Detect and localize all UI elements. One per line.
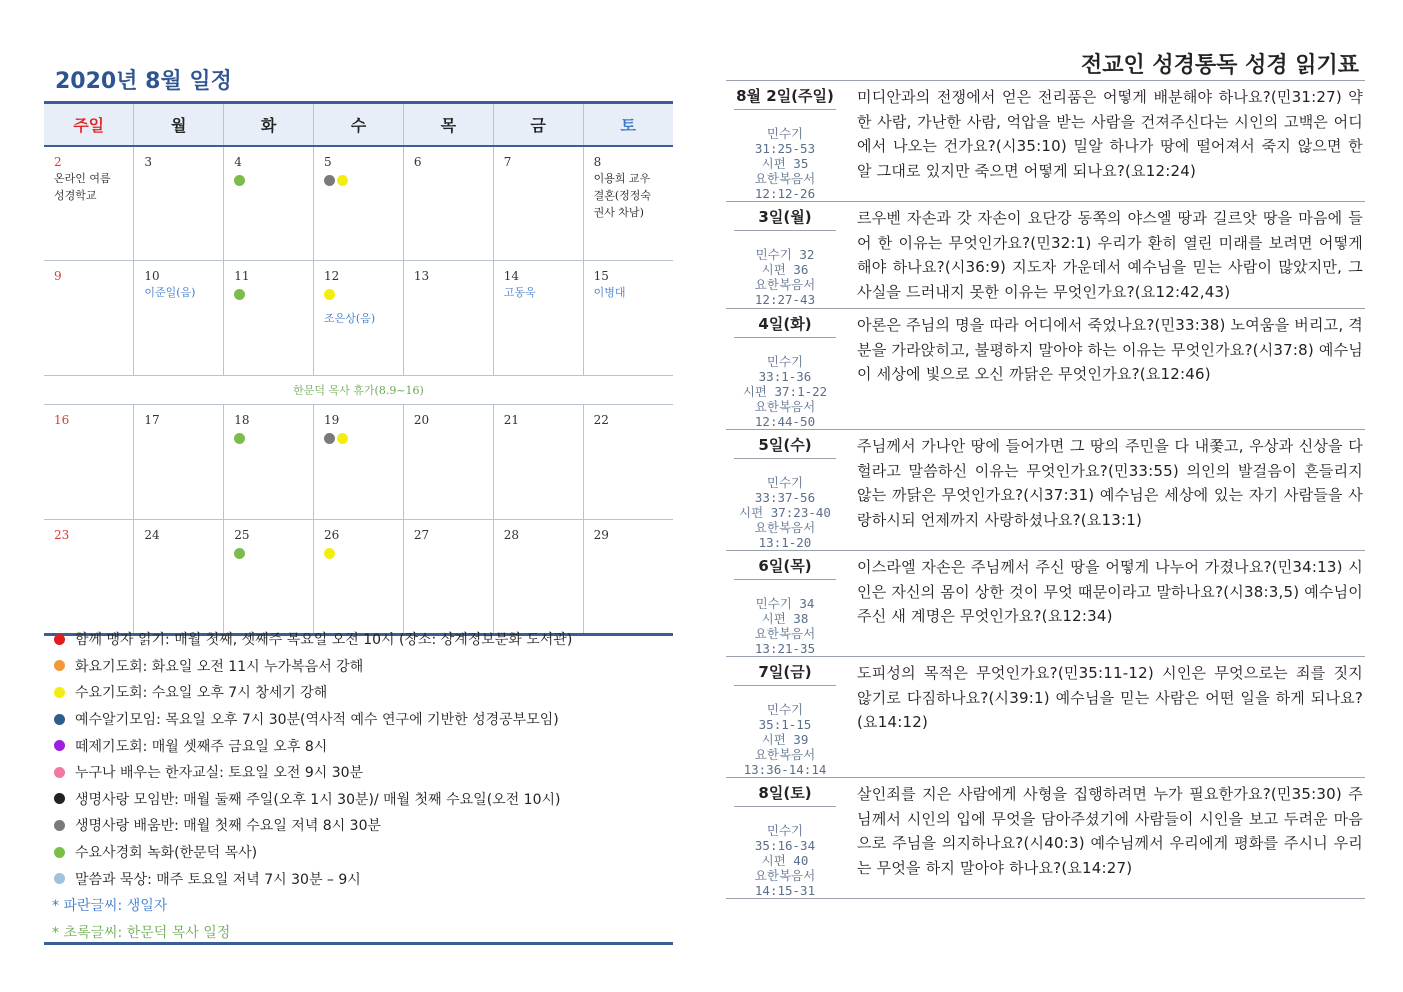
reading-row-left	[726, 657, 844, 777]
reading-date: 4일(화)	[734, 309, 836, 338]
legend	[44, 626, 673, 945]
legend-dot-icon	[54, 714, 65, 725]
day-number: 28	[503, 528, 519, 542]
gray-dot-icon	[324, 175, 335, 186]
reading-references	[726, 459, 844, 550]
yellow-dot-icon	[324, 548, 335, 559]
reading-date: 3일(월)	[734, 202, 836, 231]
schedule-dots	[234, 175, 313, 187]
legend-item	[44, 653, 673, 680]
reference-line: 35:1-15	[758, 717, 812, 732]
legend-dot-icon	[54, 847, 65, 858]
calendar-body	[44, 146, 673, 635]
reference-line: 요한복음서	[754, 868, 816, 883]
day-number: 6	[413, 154, 422, 169]
reference-line: 35:16-34	[754, 838, 816, 853]
reference-line: 13:36-14:14	[743, 762, 827, 777]
reference-line: 12:44-50	[754, 414, 816, 429]
reading-row	[726, 656, 1365, 777]
calendar-day-cell	[224, 261, 314, 376]
calendar-day-cell	[583, 405, 673, 520]
legend-item	[44, 786, 673, 813]
reference-line: 민수기 34	[755, 596, 815, 611]
day-number: 2	[54, 154, 62, 169]
green-dot-icon	[234, 175, 245, 186]
reading-date: 6일(목)	[734, 551, 836, 580]
day-number: 3	[144, 154, 152, 169]
calendar-day-cell	[314, 520, 404, 635]
legend-dot-icon	[54, 767, 65, 778]
reading-questions: 도피성의 목적은 무엇인가요?(민35:11-12) 시인은 무엇으로는 죄를 짓지 않기로 다짐하나요?(시39:1) 예수님을 믿는 사람은 어떤 일을 하게 되나요?(요14:12)	[857, 664, 1363, 731]
calendar-day-cell	[134, 520, 224, 635]
legend-text: 생명사랑 배움반: 매월 첫째 수요일 저녁 8시 30분	[75, 818, 382, 835]
calendar-day-cell	[44, 146, 134, 261]
day-event-text: 고동욱	[503, 286, 536, 299]
reading-questions: 주님께서 가나안 땅에 들어가면 그 땅의 주민을 다 내쫓고, 우상과 신상을 다 헐라고 말씀하신 이유는 무엇인가요?(민33:55) 의인의 발걸음이 흔들리지 않는 까닭은 무엇인가요?(시37:31) 예수님은 세상에 있는 자기 사람들을 사랑하시되 언제까지 사랑하셨나요?(요13:1)	[857, 437, 1363, 529]
calendar-day-cell	[224, 405, 314, 520]
reference-line: 시편 38	[761, 611, 809, 626]
day-number: 18	[234, 413, 250, 427]
calendar-day-cell	[403, 520, 493, 635]
reference-line: 요한복음서	[754, 277, 816, 292]
day-number: 20	[413, 413, 430, 427]
day-number: 9	[54, 269, 62, 283]
day-number: 23	[54, 528, 70, 542]
calendar-day-cell	[583, 146, 673, 261]
day-number: 27	[413, 528, 430, 542]
green-dot-icon	[234, 433, 245, 444]
reading-row	[726, 550, 1365, 656]
day-number: 24	[144, 528, 160, 542]
day-number: 10	[144, 269, 160, 283]
reference-line: 민수기 32	[755, 247, 815, 262]
yellow-dot-icon	[324, 289, 335, 300]
day-number: 25	[234, 528, 250, 542]
legend-item	[44, 626, 673, 653]
reading-references	[726, 110, 844, 201]
reading-plan-title: 전교인 성경통독 성경 읽기표	[1080, 53, 1359, 78]
legend-item	[44, 732, 673, 759]
reading-references	[726, 807, 844, 898]
calendar-day-cell	[314, 405, 404, 520]
legend-text: 예수알기모임: 목요일 오후 7시 30분(역사적 예수 연구에 기반한 성경공부모임)	[75, 712, 559, 729]
reading-references	[726, 686, 844, 777]
day-number: 16	[54, 413, 70, 427]
reading-row-left	[726, 778, 844, 898]
reading-questions: 이스라엘 자손은 주님께서 주신 땅을 어떻게 나누어 가졌나요?(민34:13) 시인은 자신의 몸이 상한 것이 무엇 때문이라고 말하나요?(시38:3,5) 예수님이 주신 새 계명은 무엇인가요?(요12:34)	[857, 558, 1363, 625]
yellow-dot-icon	[337, 433, 348, 444]
legend-dot-icon	[54, 687, 65, 698]
day-event-text: 온라인 여름	[54, 171, 111, 185]
day-number: 8	[593, 154, 602, 169]
calendar-day-cell	[403, 146, 493, 261]
day-number: 17	[144, 413, 160, 427]
reading-questions: 아론은 주님의 명을 따라 어디에서 죽었나요?(민33:38) 노여움을 버리고, 격분을 가라앉히고, 불평하지 말아야 하는 이유는 무엇인가요?(시37:8) 예수님이 세상에 빛으로 오신 까닭은 무엇인가요?(요12:46)	[857, 316, 1363, 383]
day-number: 5	[324, 154, 332, 169]
legend-dot-icon	[54, 873, 65, 884]
calendar-day-cell	[44, 520, 134, 635]
legend-text: 수요기도회: 수요일 오후 7시 창세기 강해	[75, 685, 328, 702]
calendar-day-cell	[314, 261, 404, 376]
reading-row	[726, 429, 1365, 550]
calendar-week-row	[44, 405, 673, 520]
reference-line: 요한복음서	[754, 626, 816, 641]
day-number: 15	[593, 269, 609, 283]
reading-questions: 살인죄를 지은 사람에게 사형을 집행하려면 누가 필요한가요?(민35:30) 주님께서 시인의 입에 무엇을 담아주셨기에 사람들이 시인을 보고 두려운 마음으로 주님을 의지하나요?(시40:3) 예수님께서 우리에게 평화를 주시니 우리는 무엇을 하지 말아야 하나요?(요14:27)	[857, 785, 1363, 877]
day-number: 22	[593, 413, 609, 427]
reading-date: 7일(금)	[734, 657, 836, 686]
reference-line: 민수기	[766, 823, 804, 838]
reference-line: 민수기	[766, 126, 804, 141]
reference-line: 시편 37:23-40	[739, 505, 831, 520]
reading-row	[726, 80, 1365, 201]
legend-text: 함께 맹자 읽기: 매월 첫째, 셋째주 목요일 오전 10시 (장소: 상계정보문화 도서관)	[75, 632, 573, 649]
reference-line: 민수기	[766, 354, 804, 369]
calendar-day-cell	[314, 146, 404, 261]
day-number: 7	[503, 154, 512, 169]
reference-line: 13:1-20	[758, 535, 812, 550]
schedule-dots	[324, 548, 403, 560]
legend-text: 수요사경회 녹화(한문덕 목사)	[75, 845, 258, 862]
schedule-dots	[324, 289, 403, 301]
calendar-day-cell	[44, 261, 134, 376]
day-event-text: 조은상(음)	[324, 312, 376, 325]
reading-row-left	[726, 551, 844, 656]
reading-date: 8월 2일(주일)	[734, 81, 836, 110]
legend-text: 누구나 배우는 한자교실: 토요일 오전 9시 30분	[75, 765, 364, 782]
legend-text: 말씀과 묵상: 매주 토요일 저녁 7시 30분 – 9시	[75, 871, 361, 888]
weekday-sat: 토	[583, 103, 673, 146]
reading-row-left	[726, 202, 844, 308]
reference-line: 33:1-36	[758, 369, 812, 384]
reading-questions: 미디안과의 전쟁에서 얻은 전리품은 어떻게 배분해야 하나요?(민31:27) 약한 사람, 가난한 사람, 억압을 받는 사람을 건져주신다는 시인의 고백은 어디에서 나오는 건가요?(시35:10) 밀알 하나가 땅에 떨어져서 죽지 않으면 한 알 그대로 있지만 죽으면 어떻게 되나요?(요12:24)	[857, 88, 1363, 180]
reference-line: 13:21-35	[754, 641, 816, 656]
calendar-day-cell	[583, 520, 673, 635]
day-number: 26	[324, 528, 340, 542]
reference-line: 시편 40	[761, 853, 809, 868]
day-number: 11	[234, 269, 250, 283]
reference-line: 12:27-43	[754, 292, 816, 307]
vacation-notice: 한문덕 목사 휴가(8.9~16)	[44, 376, 673, 405]
weekday-wed: 수	[314, 103, 404, 146]
weekday-thu: 목	[403, 103, 493, 146]
reference-line: 시편 37:1-22	[742, 384, 828, 399]
reference-line: 14:15-31	[754, 883, 816, 898]
reference-line: 시편 39	[761, 732, 809, 747]
reference-line: 요한복음서	[754, 520, 816, 535]
calendar-day-cell	[583, 261, 673, 376]
calendar-day-cell	[403, 261, 493, 376]
calendar-day-cell	[44, 405, 134, 520]
legend-dot-icon	[54, 820, 65, 831]
day-number: 19	[324, 413, 340, 427]
reference-line: 33:37-56	[754, 490, 816, 505]
calendar-table	[44, 101, 673, 636]
calendar-week-row	[44, 261, 673, 376]
day-event-text: 성경학교	[54, 188, 97, 202]
legend-item	[44, 839, 673, 866]
calendar-week-row	[44, 146, 673, 261]
day-event-text: 권사 차남)	[593, 205, 644, 219]
reading-references	[726, 231, 844, 307]
reading-references	[726, 338, 844, 429]
legend-item	[44, 865, 673, 892]
legend-item	[44, 759, 673, 786]
calendar-day-cell	[134, 405, 224, 520]
schedule-dots	[324, 433, 403, 445]
reference-line: 민수기	[766, 475, 804, 490]
reference-line: 민수기	[766, 702, 804, 717]
weekday-mon: 월	[134, 103, 224, 146]
reading-row-left	[726, 430, 844, 550]
legend-dot-icon	[54, 740, 65, 751]
weekday-sun: 주일	[44, 103, 134, 146]
day-number: 12	[324, 269, 340, 283]
calendar-day-cell	[493, 261, 583, 376]
legend-item	[44, 706, 673, 733]
reference-line: 31:25-53	[754, 141, 816, 156]
calendar-day-cell	[493, 146, 583, 261]
schedule-dots	[324, 175, 403, 187]
reference-line: 요한복음서	[754, 747, 816, 762]
calendar-day-cell	[134, 146, 224, 261]
notice-row	[44, 376, 673, 405]
day-number: 14	[503, 269, 519, 283]
day-number: 4	[234, 154, 242, 169]
reference-line: 시편 36	[761, 262, 809, 277]
reading-date: 5일(수)	[734, 430, 836, 459]
day-number: 29	[593, 528, 609, 542]
legend-dot-icon	[54, 793, 65, 804]
weekday-fri: 금	[493, 103, 583, 146]
calendar-day-cell	[493, 520, 583, 635]
legend-note: * 초록글씨: 한문덕 목사 일정	[52, 924, 231, 941]
reading-references	[726, 580, 844, 656]
gray-dot-icon	[324, 433, 335, 444]
legend-bottom-rule	[44, 942, 673, 945]
calendar-day-cell	[224, 146, 314, 261]
legend-text: 생명사랑 모임반: 매월 둘째 주일(오후 1시 30분)/ 매월 첫째 수요일(오전 10시)	[75, 791, 561, 808]
reading-row	[726, 308, 1365, 429]
schedule-dots	[234, 433, 313, 445]
legend-note: * 파란글씨: 생일자	[52, 898, 168, 915]
day-event-text: 이병대	[593, 286, 626, 299]
reference-line: 시편 35	[761, 156, 809, 171]
legend-dot-icon	[54, 660, 65, 671]
green-dot-icon	[234, 548, 245, 559]
schedule-dots	[234, 289, 313, 301]
reading-row	[726, 201, 1365, 308]
calendar-day-cell	[224, 520, 314, 635]
legend-dot-icon	[54, 634, 65, 645]
legend-item	[44, 812, 673, 839]
reference-line: 요한복음서	[754, 171, 816, 186]
reading-row-left	[726, 81, 844, 201]
calendar-day-cell	[403, 405, 493, 520]
schedule-dots	[234, 548, 313, 560]
reading-questions: 르우벤 자손과 갓 자손이 요단강 동쪽의 야스엘 땅과 길르앗 땅을 마음에 들어 한 이유는 무엇인가요?(민32:1) 우리가 환히 열린 미래를 보려면 어떻게 해야 하나요?(시36:9) 지도자 가운데서 예수님을 믿는 사람이 많았지만, 그 사실을 드러내지 못한 이유는 무엇인가요?(요12:42,43)	[857, 209, 1363, 301]
reference-line: 12:12-26	[754, 186, 816, 201]
reading-row	[726, 777, 1365, 899]
legend-text: 떼제기도회: 매월 셋째주 금요일 오후 8시	[75, 738, 328, 755]
calendar-title: 2020년 8월 일정	[55, 69, 232, 94]
calendar-day-cell	[493, 405, 583, 520]
reading-date: 8일(토)	[734, 778, 836, 807]
calendar-week-row	[44, 520, 673, 635]
yellow-dot-icon	[337, 175, 348, 186]
day-event-text: 이준일(음)	[144, 286, 196, 299]
green-dot-icon	[234, 289, 245, 300]
reading-plan	[726, 80, 1365, 899]
day-event-text: 결혼(정정숙	[593, 188, 651, 202]
day-number: 21	[503, 413, 519, 427]
legend-item	[44, 679, 673, 706]
legend-text: 화요기도회: 화요일 오전 11시 누가복음서 강해	[75, 658, 364, 675]
calendar-day-cell	[134, 261, 224, 376]
day-event-text: 이용희 교우	[593, 171, 651, 185]
day-number: 13	[413, 269, 430, 283]
reading-row-left	[726, 309, 844, 429]
weekday-header-row	[44, 103, 673, 146]
weekday-tue: 화	[224, 103, 314, 146]
reference-line: 요한복음서	[754, 399, 816, 414]
